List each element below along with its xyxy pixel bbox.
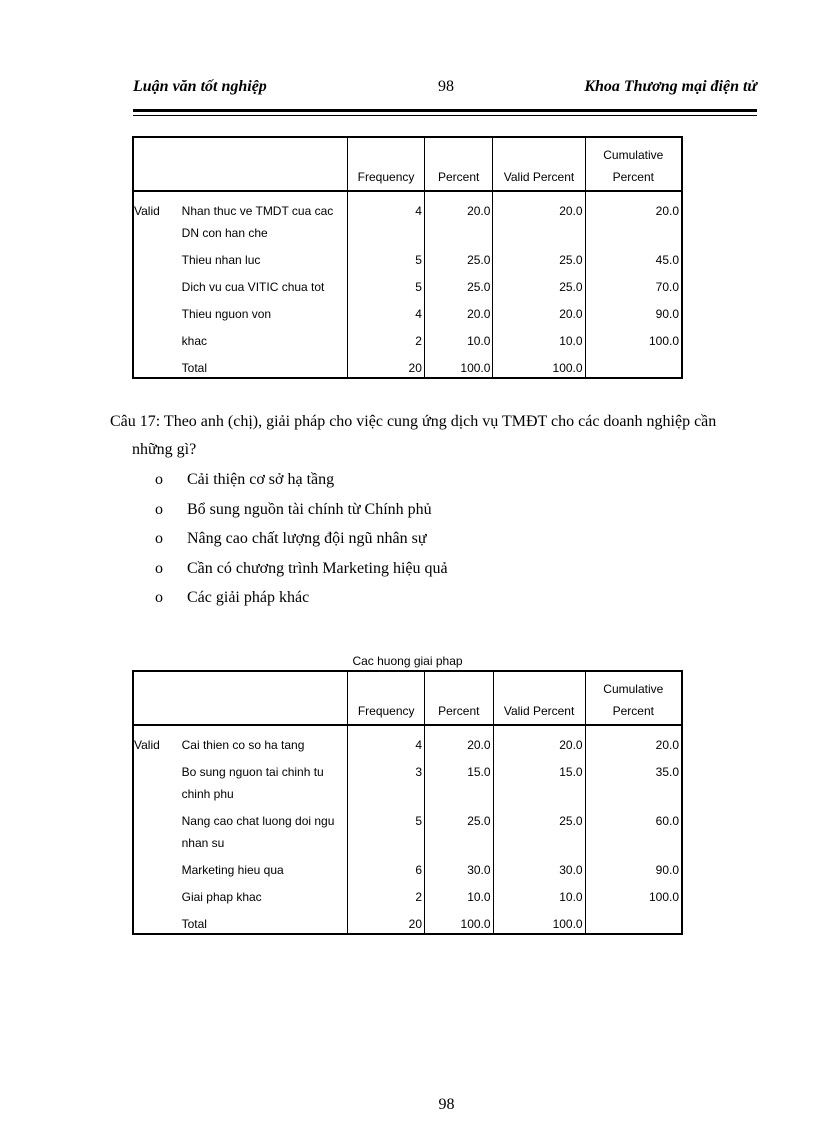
row-valid-percent: 25.0 bbox=[493, 271, 585, 298]
option-label: Các giải pháp khác bbox=[187, 589, 310, 606]
table2-header-percent: Percent bbox=[425, 672, 494, 725]
row-label: Nang cao chat luong doi ngu nhan su bbox=[180, 805, 348, 854]
row-frequency: 3 bbox=[348, 756, 425, 805]
row-label: Marketing hieu qua bbox=[180, 854, 348, 881]
option-label: Cần có chương trình Marketing hiệu quả bbox=[187, 559, 448, 577]
row-label: Total bbox=[180, 352, 348, 379]
row-group-blank bbox=[134, 805, 180, 854]
row-valid-percent: 10.0 bbox=[493, 325, 585, 352]
row-percent: 25.0 bbox=[424, 271, 493, 298]
header-thesis-title: Luận văn tốt nghiệp bbox=[133, 78, 267, 95]
row-group-blank bbox=[134, 881, 180, 908]
row-frequency: 4 bbox=[348, 725, 425, 756]
table2-caption: Cac huong giai phap bbox=[352, 654, 463, 668]
table2-header-blank bbox=[180, 672, 348, 725]
row-label: Nhan thuc ve TMDT cua cac DN con han che bbox=[180, 191, 348, 244]
row-label: Thieu nguon von bbox=[180, 298, 348, 325]
row-group-blank bbox=[134, 352, 180, 379]
bullet-circle-icon: o bbox=[155, 530, 163, 547]
list-item bbox=[155, 495, 448, 525]
table1-header-cumulative-percent: Cumulative Percent bbox=[585, 138, 681, 191]
option-label: Bổ sung nguồn tài chính từ Chính phủ bbox=[187, 500, 432, 518]
table2-header-blank bbox=[134, 672, 180, 725]
page-header bbox=[133, 78, 757, 100]
row-valid-percent: 30.0 bbox=[493, 854, 585, 881]
row-label: Bo sung nguon tai chinh tu chinh phu bbox=[180, 756, 348, 805]
row-label: Giai phap khac bbox=[180, 881, 348, 908]
table-row bbox=[134, 908, 681, 935]
table1-header-percent: Percent bbox=[424, 138, 493, 191]
header-rule-thick bbox=[133, 109, 757, 112]
row-group-blank bbox=[134, 244, 180, 271]
row-valid-percent: 20.0 bbox=[493, 191, 585, 244]
row-frequency: 6 bbox=[348, 854, 425, 881]
row-frequency: 4 bbox=[348, 191, 425, 244]
row-frequency: 4 bbox=[348, 298, 425, 325]
header-rule-thin bbox=[133, 115, 757, 116]
row-cumulative-percent bbox=[585, 908, 681, 935]
table-row bbox=[134, 325, 681, 352]
row-cumulative-percent bbox=[585, 352, 681, 379]
row-valid-percent: 20.0 bbox=[493, 725, 585, 756]
table1 bbox=[134, 138, 681, 379]
table1-group-label: Valid bbox=[134, 204, 160, 218]
row-frequency: 5 bbox=[348, 244, 425, 271]
row-percent: 100.0 bbox=[425, 908, 494, 935]
table1-header-blank bbox=[134, 138, 180, 191]
table-row bbox=[134, 191, 681, 244]
row-cumulative-percent: 100.0 bbox=[648, 890, 679, 904]
table1-header-row bbox=[134, 138, 681, 191]
list-item bbox=[155, 465, 448, 495]
row-label: Dich vu cua VITIC chua tot bbox=[180, 271, 348, 298]
row-cumulative-percent: 90.0 bbox=[655, 863, 679, 877]
table1-header-valid-percent: Valid Percent bbox=[493, 138, 585, 191]
table-row bbox=[134, 756, 681, 805]
row-group-blank bbox=[134, 756, 180, 805]
table2-header-valid-percent: Valid Percent bbox=[493, 672, 585, 725]
row-frequency: 20 bbox=[348, 908, 425, 935]
row-cumulative-percent: 20.0 bbox=[655, 738, 679, 752]
row-cumulative-percent: 35.0 bbox=[655, 765, 679, 779]
row-percent: 100.0 bbox=[424, 352, 493, 379]
row-cumulative-percent: 100.0 bbox=[648, 334, 679, 348]
option-label: Cải thiện cơ sở hạ tầng bbox=[187, 471, 335, 488]
header-faculty-name: Khoa Thương mại điện tử bbox=[584, 78, 757, 95]
bullet-circle-icon: o bbox=[155, 589, 163, 606]
table1-header-frequency: Frequency bbox=[348, 138, 425, 191]
bullet-circle-icon: o bbox=[155, 471, 163, 488]
row-frequency: 2 bbox=[348, 325, 425, 352]
list-item bbox=[155, 583, 448, 613]
row-cumulative-percent: 90.0 bbox=[655, 307, 679, 321]
table2-group-label: Valid bbox=[134, 738, 160, 752]
row-percent: 15.0 bbox=[425, 756, 494, 805]
question-17 bbox=[110, 408, 758, 464]
row-cumulative-percent: 60.0 bbox=[655, 814, 679, 828]
row-cumulative-percent: 20.0 bbox=[655, 204, 679, 218]
row-frequency: 5 bbox=[348, 271, 425, 298]
row-group-blank bbox=[134, 271, 180, 298]
row-valid-percent: 15.0 bbox=[493, 756, 585, 805]
row-label: Cai thien co so ha tang bbox=[180, 725, 348, 756]
row-percent: 10.0 bbox=[425, 881, 494, 908]
row-valid-percent: 25.0 bbox=[493, 244, 585, 271]
row-group-blank bbox=[134, 298, 180, 325]
table-row bbox=[134, 298, 681, 325]
row-cumulative-percent: 45.0 bbox=[655, 253, 679, 267]
row-percent: 25.0 bbox=[425, 805, 494, 854]
bullet-circle-icon: o bbox=[155, 500, 163, 518]
footer-page-number: 98 bbox=[438, 1096, 455, 1113]
row-frequency: 5 bbox=[348, 805, 425, 854]
row-label: Thieu nhan luc bbox=[180, 244, 348, 271]
list-item bbox=[155, 554, 448, 584]
table-row bbox=[134, 854, 681, 881]
row-frequency: 2 bbox=[348, 881, 425, 908]
table-row bbox=[134, 352, 681, 379]
table-row bbox=[134, 271, 681, 298]
row-valid-percent: 100.0 bbox=[493, 908, 585, 935]
row-label: Total bbox=[180, 908, 348, 935]
table-row bbox=[134, 244, 681, 271]
list-item bbox=[155, 524, 448, 554]
question-text-line1: Câu 17: Theo anh (chị), giải pháp cho việc cung ứng dịch vụ TMĐT cho các doanh nghiệp cần bbox=[110, 413, 717, 430]
row-group-blank bbox=[134, 325, 180, 352]
table-row bbox=[134, 805, 681, 854]
bullet-circle-icon: o bbox=[155, 559, 163, 577]
question-text-line2: những gì? bbox=[132, 441, 197, 458]
header-page-number: 98 bbox=[438, 78, 454, 95]
row-cumulative-percent: 70.0 bbox=[655, 280, 679, 294]
row-percent: 20.0 bbox=[424, 298, 493, 325]
row-valid-percent: 100.0 bbox=[493, 352, 585, 379]
row-valid-percent: 25.0 bbox=[493, 805, 585, 854]
table-row bbox=[134, 725, 681, 756]
row-percent: 20.0 bbox=[424, 191, 493, 244]
row-label: khac bbox=[180, 325, 348, 352]
table-row bbox=[134, 881, 681, 908]
table2-header-frequency: Frequency bbox=[348, 672, 425, 725]
row-valid-percent: 10.0 bbox=[493, 881, 585, 908]
table2-header-cumulative-percent: Cumulative Percent bbox=[585, 672, 681, 725]
row-percent: 10.0 bbox=[424, 325, 493, 352]
row-frequency: 20 bbox=[348, 352, 425, 379]
answer-options bbox=[155, 465, 448, 613]
row-group-blank bbox=[134, 854, 180, 881]
row-group-blank bbox=[134, 908, 180, 935]
row-valid-percent: 20.0 bbox=[493, 298, 585, 325]
table2 bbox=[134, 672, 681, 935]
table2-header-row bbox=[134, 672, 681, 725]
row-percent: 25.0 bbox=[424, 244, 493, 271]
option-label: Nâng cao chất lượng đội ngũ nhân sự bbox=[187, 530, 427, 547]
table1-header-blank bbox=[180, 138, 348, 191]
row-percent: 30.0 bbox=[425, 854, 494, 881]
row-percent: 20.0 bbox=[425, 725, 494, 756]
